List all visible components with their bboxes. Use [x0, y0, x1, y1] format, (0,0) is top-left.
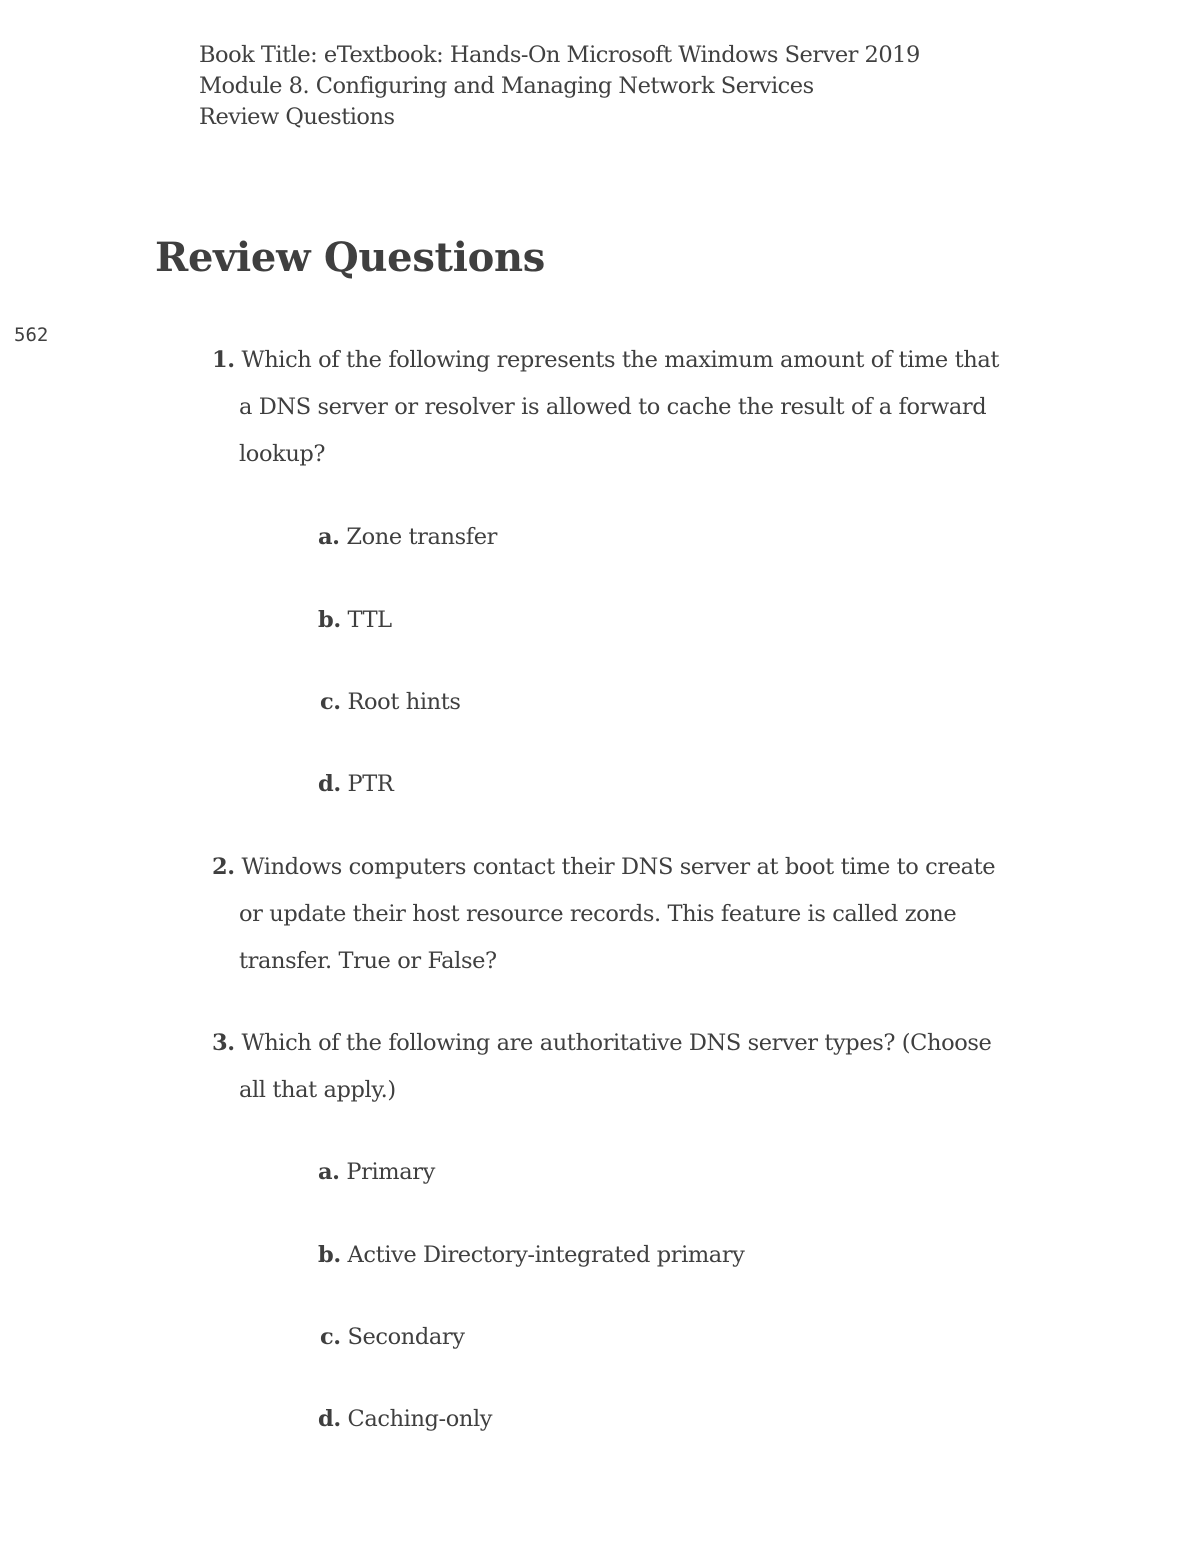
option-text: Secondary [347, 1324, 465, 1350]
answer-option [318, 1404, 492, 1434]
question-text: a DNS server or resolver is allowed to cache the result of a forward [239, 394, 987, 420]
module-line: Module 8. Configuring and Managing Network Services [199, 73, 814, 99]
book-title-line: Book Title: eTextbook: Hands-On Microsoft Windows Server 2019 [199, 42, 920, 68]
question-3 [212, 1020, 1032, 1114]
option-letter: a. [318, 1159, 340, 1185]
answer-option [320, 687, 461, 717]
answer-option [318, 1157, 435, 1187]
page-number: 562 [14, 324, 49, 346]
question-text: or update their host resource records. This feature is called zone [239, 901, 957, 927]
option-text: Active Directory-integrated primary [347, 1242, 745, 1268]
question-text: Which of the following are authoritative DNS server types? (Choose [241, 1030, 992, 1056]
option-text: Zone transfer [346, 524, 497, 550]
answer-option [320, 1322, 465, 1352]
option-text: TTL [347, 607, 392, 633]
answer-option [318, 605, 392, 635]
question-line [212, 844, 1032, 891]
option-text: Primary [346, 1159, 435, 1185]
option-letter: c. [320, 1324, 341, 1350]
option-text: Caching-only [347, 1406, 493, 1432]
answer-option [318, 769, 393, 799]
option-letter: b. [318, 1242, 341, 1268]
section-title: Review Questions [155, 234, 545, 281]
question-line [212, 337, 1032, 384]
question-number: 3. [212, 1030, 235, 1056]
question-text: lookup? [239, 441, 326, 467]
answer-option [318, 522, 497, 552]
question-text: Which of the following represents the maximum amount of time that [241, 347, 999, 373]
option-letter: a. [318, 524, 340, 550]
question-number: 1. [212, 347, 235, 373]
question-2 [212, 844, 1032, 985]
answer-option [318, 1240, 744, 1270]
option-letter: b. [318, 607, 341, 633]
question-1 [212, 337, 1032, 478]
question-text: Windows computers contact their DNS server at boot time to create [241, 854, 996, 880]
question-text: transfer. True or False? [239, 948, 497, 974]
option-text: PTR [347, 771, 394, 797]
question-text: all that apply.) [239, 1077, 396, 1103]
option-letter: d. [318, 1406, 341, 1432]
option-letter: d. [318, 771, 341, 797]
option-letter: c. [320, 689, 341, 715]
question-line [212, 1020, 1032, 1067]
question-number: 2. [212, 854, 235, 880]
document-header [199, 40, 920, 133]
section-line: Review Questions [199, 104, 395, 130]
option-text: Root hints [347, 689, 461, 715]
